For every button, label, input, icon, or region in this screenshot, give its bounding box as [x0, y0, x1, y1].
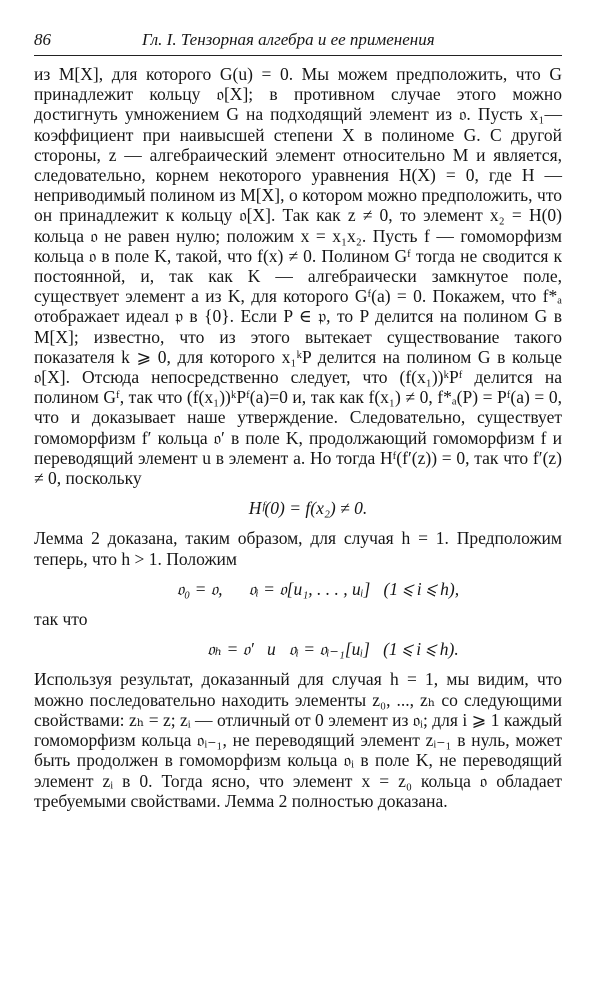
- formula-ring-chain: 𝔬₀ = 𝔬, 𝔬ᵢ = 𝔬[u₁, . . . , uᵢ] (1 ⩽ i ⩽ h),: [176, 578, 460, 599]
- paragraph-so-that: так что: [34, 609, 88, 630]
- running-title: Гл. I. Тензорная алгебра и ее применения: [142, 30, 435, 49]
- formula-h-of-zero: Hᶠ(0) = f(x₂) ≠ 0.: [248, 498, 368, 519]
- page-body: [34, 64, 562, 811]
- formula-ring-recursion: 𝔬ₕ = 𝔬′ и 𝔬ᵢ = 𝔬ᵢ₋₁[uᵢ] (1 ⩽ i ⩽ h).: [207, 639, 459, 660]
- page-header: [34, 30, 562, 54]
- page-number: 86: [34, 30, 51, 49]
- paragraph-proof: из M[X], для которого G(u) = 0. Мы можем предположить, что G принадлежит кольцу 𝔬[X]; в противном случае этого можно достигнуть умножением G на подходящий элемент из 𝔬. Пусть x₁—коэффициент при наивысшей степени X в полиноме G. С другой стороны, z — алгебраический элемент относительно M и является, следовательно, корнем некоторого уравнения H(X) = 0, где H — неприводимый полином из M[X], о котором можно предположить, что он принадлежит к кольцу 𝔬[X]. Так как z ≠ 0, то элемент x₂ = H(0) кольца 𝔬 не равен нулю; положим x = x₁x₂. Пусть f — гомоморфизм кольца 𝔬 в поле K, такой, что f(x) ≠ 0. Полином Gᶠ тогда не сводится к постоянной, и, так как K — алгебраически замкнутое поле, существует элемент a из K, для которого Gᶠ(a) = 0. Покажем, что f*ₐ отображает идеал 𝔭 в {0}. Если P ∈ 𝔭, то P делится на полином G в M[X]; известно, что из этого вытекает существование такого показателя k ⩾ 0, для которого x₁ᵏP делится на полином G в кольце 𝔬[X]. Отсюда непосредственно следует, что (f(x₁))ᵏPᶠ делится на полином Gᶠ, так что (f(x₁))ᵏPᶠ(a)=0 и, так как f(x₁) ≠ 0, f*ₐ(P) = Pᶠ(a) = 0, что и доказывает наше утверждение. Следовательно, существует гомоморфизм f′ кольца 𝔬′ в поле K, продолжающий гомоморфизм f и переводящий элемент u в элемент a. Но тогда Hᶠ(f′(z)) = 0, так что f′(z) ≠ 0, поскольку: [34, 64, 562, 489]
- paragraph-lemma-case: Лемма 2 доказана, таким образом, для случая h = 1. Предположим теперь, что h > 1. Положим: [34, 528, 562, 569]
- header-rule: [34, 55, 562, 56]
- paragraph-conclusion: Используя результат, доказанный для случая h = 1, мы видим, что можно последовательно находить элементы z₀, ..., zₕ со следующими свойствами: zₕ = z; zᵢ — отличный от 0 элемент из 𝔬ᵢ; для i ⩾ 1 каждый гомоморфизм кольца 𝔬ᵢ₋₁, не переводящий элемент zᵢ₋₁ в нуль, может быть продолжен в гомоморфизм кольца 𝔬ᵢ в поле K, не переводящий элемент zᵢ в 0. Тогда ясно, что элемент x = z₀ кольца 𝔬 обладает требуемыми свойствами. Лемма 2 полностью доказана.: [34, 669, 562, 811]
